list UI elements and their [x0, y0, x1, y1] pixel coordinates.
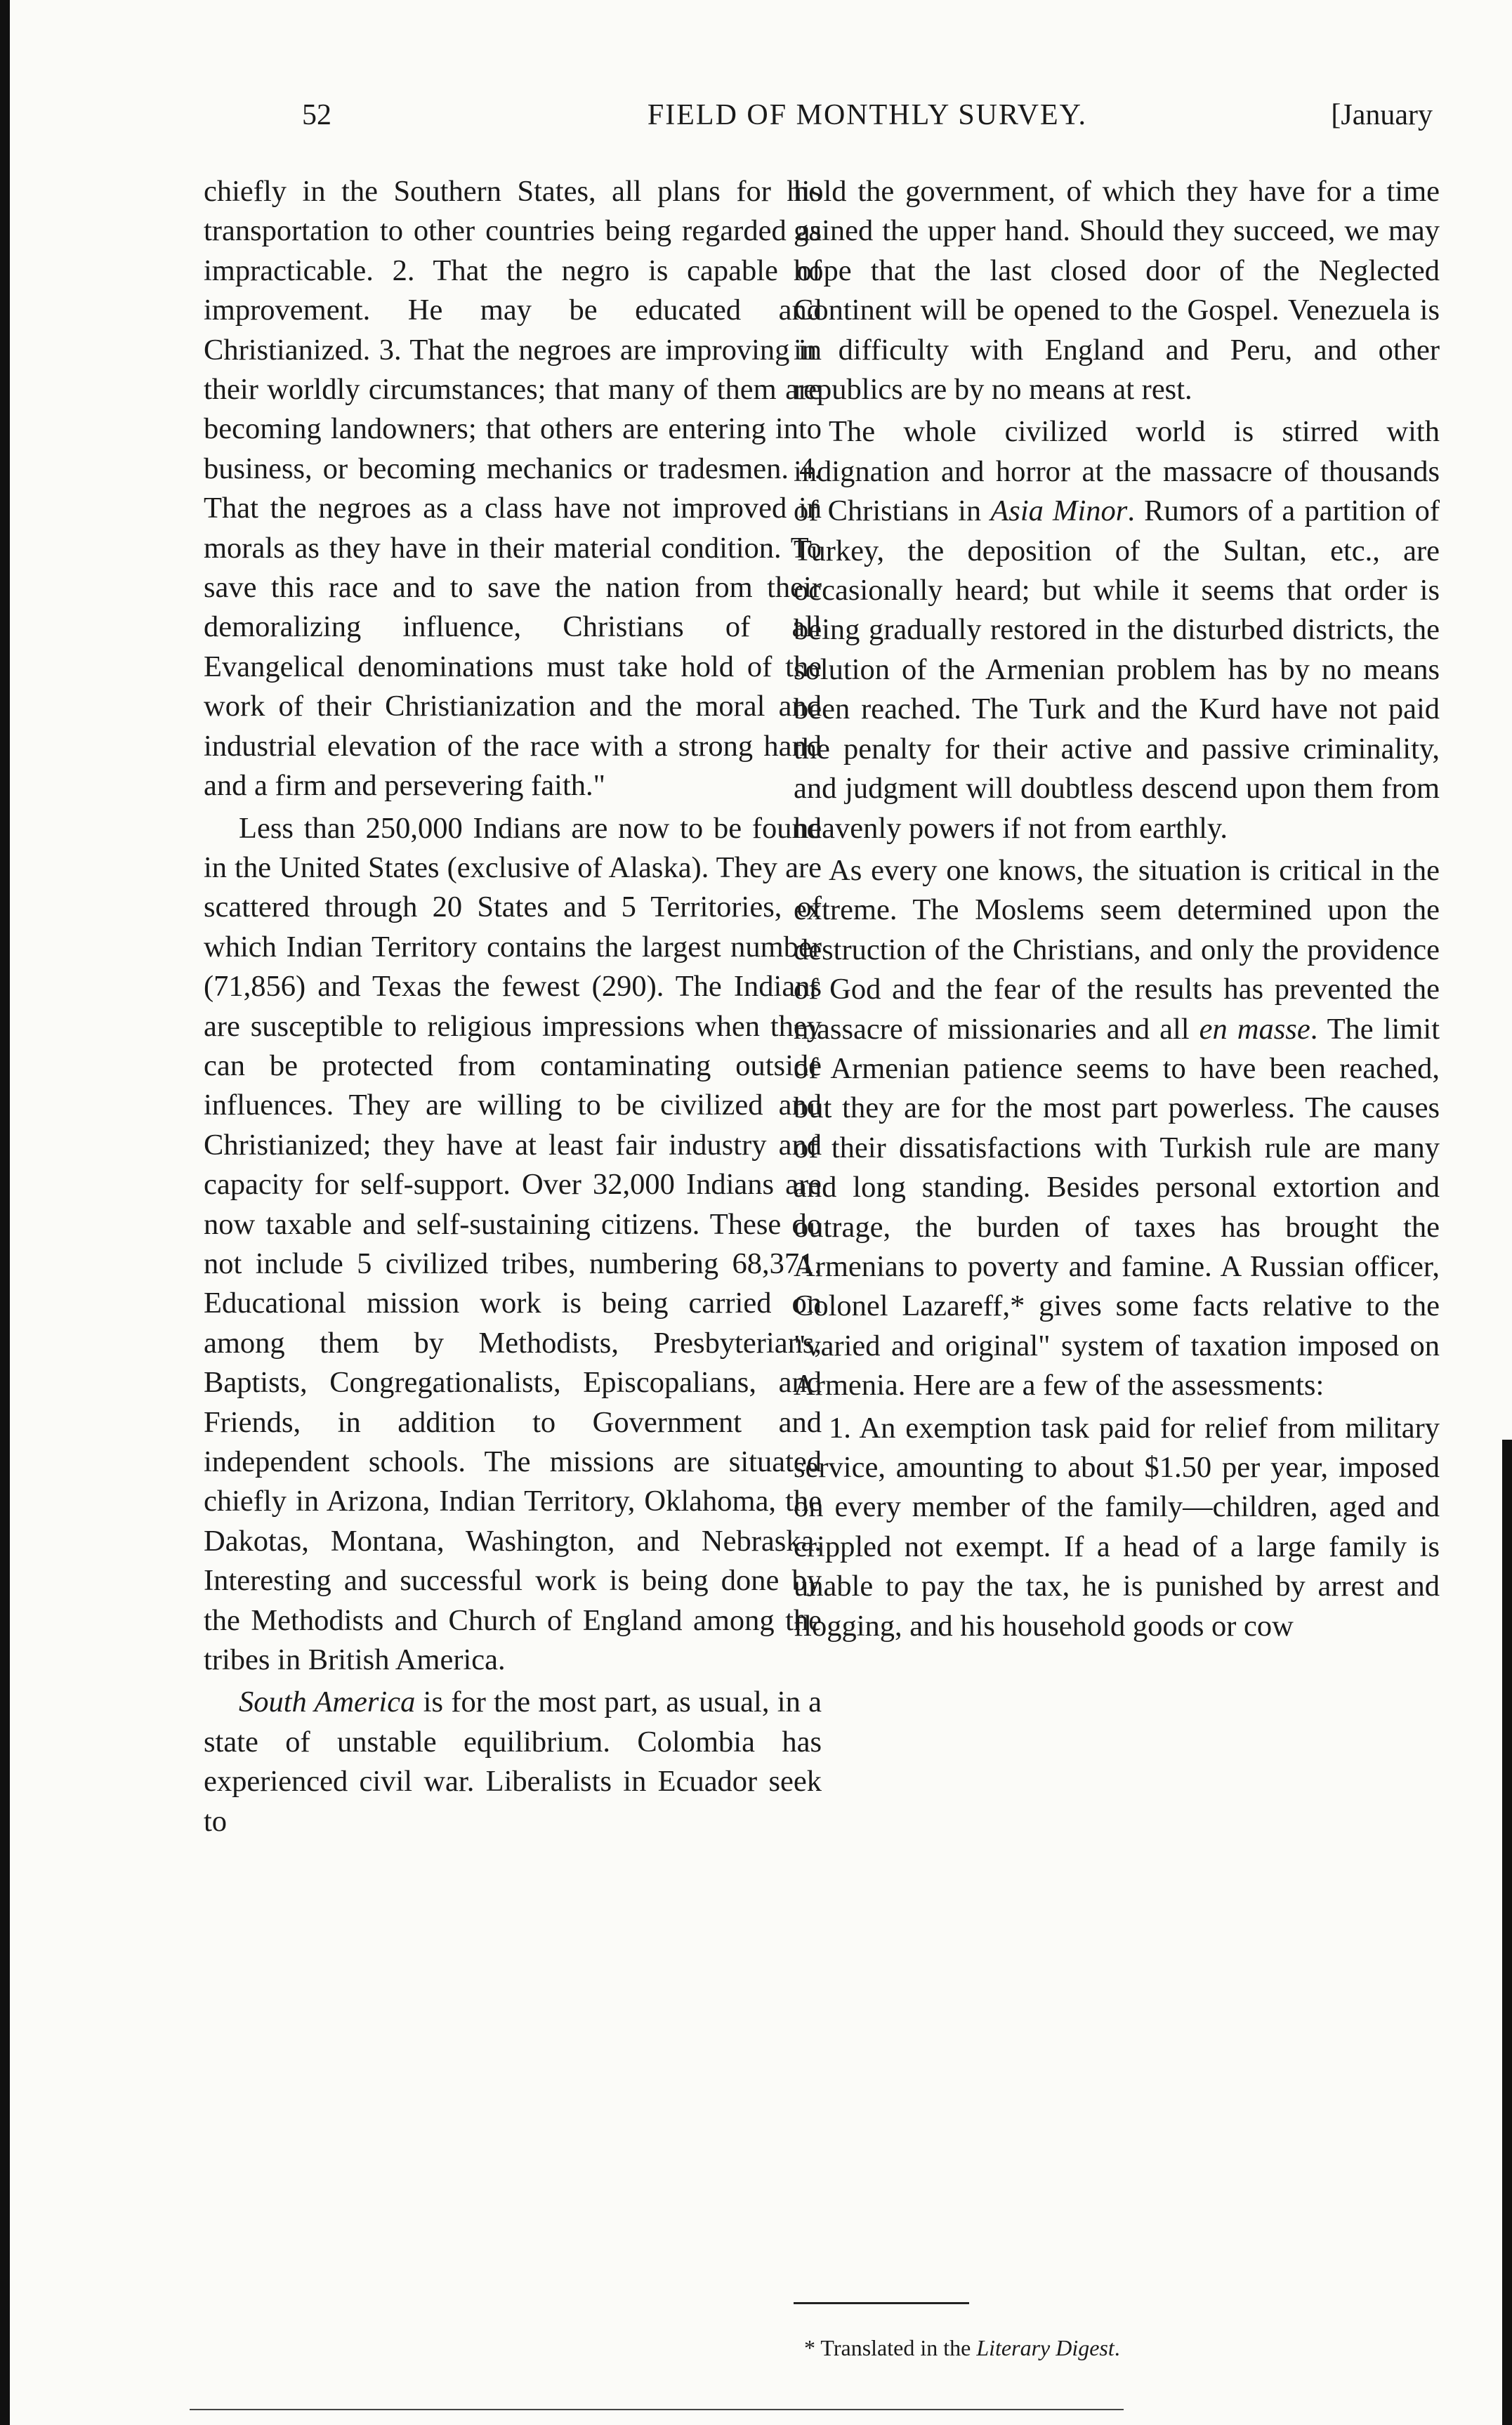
footnote-suffix: . — [1114, 2335, 1120, 2360]
right-paragraph-2-start: The whole civilized world is stirred with indignation and horror at the massacre of thousands of Christians in — [794, 415, 1440, 528]
south-america-italic: South America — [239, 1685, 416, 1719]
running-title: FIELD OF MONTHLY SURVEY. — [647, 99, 1088, 131]
scan-edge-right — [1502, 1440, 1512, 2425]
page-number: 52 — [302, 99, 331, 131]
footnote — [804, 2335, 1436, 2361]
left-paragraph-1: chiefly in the Southern States, all plans for his transportation to other countries being regarded as impracticable. 2. That the negro is capable of improvement. He may be educated and Christianized. 3. That the negroes are improving in their worldly circumstances; that many of them are becoming landowners; that others are entering into business, or becoming mechanics or tradesmen. 4. That the negroes as a class have not improved in morals as they have in their material condition. To save this race and to save the nation from their demoralizing influence, Christians of all Evangelical denominations must take hold of the work of their Christianization and the moral and industrial elevation of the race with a strong hand and a firm and persevering faith." — [204, 175, 822, 803]
left-column — [204, 172, 822, 1841]
footnote-prefix: * Translated in the — [804, 2335, 977, 2360]
right-paragraph-2 — [794, 412, 1440, 848]
right-paragraph-3-rest: . The limit of Armenian patience seems to have been reached, but they are for the most part powerless. The causes of their dissatisfactions with Turkish rule are many and long standing. Besides personal extortion and outrage, the burden of taxes has brought the Armenians to poverty and famine. A Russian officer, Colonel Lazareff,* gives some facts relative to the "varied and original" system of taxation imposed on Armenia. Here are a few of the assessments: — [794, 1012, 1440, 1402]
asia-minor-italic: Asia Minor — [990, 494, 1128, 528]
left-paragraph-3 — [204, 1683, 822, 1841]
left-paragraph-3-rest: is for the most part, as usual, in a state of unstable equilibrium. Colombia has experienced civil war. Liberalists in Ecuador seek to — [204, 1685, 822, 1838]
running-header — [302, 98, 1433, 140]
right-paragraph-1: hold the government, of which they have for a time gained the upper hand. Should they succeed, we may hope that the last closed door of the Neglected Continent will be opened to the Gospel. Venezuela is in difficulty with England and Peru, and other republics are by no means at rest. — [794, 175, 1440, 407]
footnote-rule — [794, 2302, 969, 2304]
footnote-italic: Literary Digest — [976, 2335, 1115, 2360]
right-paragraph-3-start: As every one knows, the situation is critical in the extreme. The Moslems seem determined upon the destruction of the Christians, and only the providence of God and the fear of the results has prevented the massacre of missionaries and all — [794, 853, 1440, 1046]
en-masse-italic: en masse — [1199, 1012, 1310, 1046]
left-paragraph-2: Less than 250,000 Indians are now to be found in the United States (exclusive of Alaska). They are scattered through 20 States and 5 Territories, of which Indian Territory contains the largest number (71,856) and Texas the fewest (290). The Indians are susceptible to religious impressions when they can be protected from contaminating outside influences. They are willing to be civilized and Christianized; they have at least fair industry and capacity for self-support. Over 32,000 Indians are now taxable and self-sustaining citizens. These do not include 5 civilized tribes, numbering 68,371. Educational mission work is being carried on among them by Methodists, Presbyterians, Baptists, Congregationalists, Episcopalians, and Friends, in addition to Government and independent schools. The missions are situated chiefly in Arizona, Indian Territory, Oklahoma, the Dakotas, Montana, Washington, and Nebraska. Interesting and successful work is being done by the Methodists and Church of England among the tribes in British America. — [204, 811, 822, 1677]
header-month: [January — [1331, 99, 1433, 131]
right-paragraph-4: 1. An exemption task paid for relief from military service, amounting to about $1.50 per year, imposed on every member of the family—children, aged and crippled not exempt. If a head of a large family is unable to pay the tax, he is punished by arrest and flogging, and his household goods or cow — [794, 1411, 1440, 1643]
scan-edge-left — [0, 0, 10, 2425]
right-paragraph-3 — [794, 851, 1440, 1406]
right-column — [794, 172, 1440, 1646]
bottom-rule — [190, 2409, 1124, 2410]
right-paragraph-2-rest: . Rumors of a partition of Turkey, the deposition of the Sultan, etc., are occasionally heard; but while it seems that order is being gradually restored in the disturbed districts, the solution of the Armenian problem has by no means been reached. The Turk and the Kurd have not paid the penalty for their active and passive criminality, and judgment will doubtless descend upon them from heavenly powers if not from earthly. — [794, 494, 1440, 845]
